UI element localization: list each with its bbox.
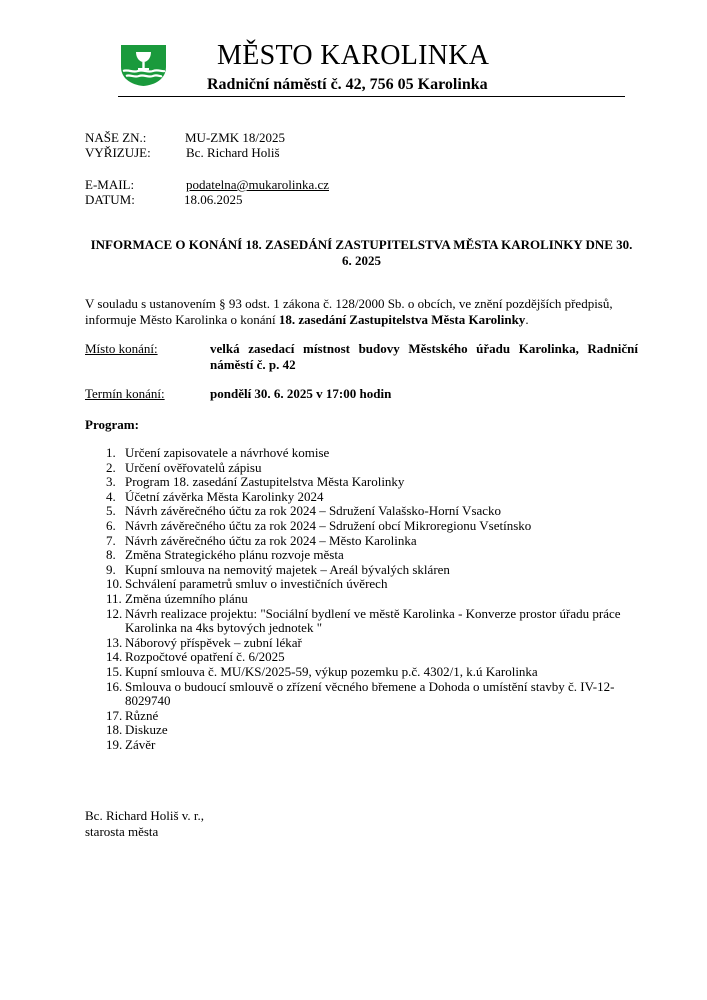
program-item-number: 7. bbox=[106, 532, 116, 548]
program-item-number: 16. bbox=[106, 678, 123, 694]
meta-value: 18.06.2025 bbox=[184, 192, 243, 207]
program-item bbox=[85, 475, 638, 490]
program-title: Program: bbox=[85, 417, 139, 432]
program-item-number: 9. bbox=[106, 561, 116, 577]
program-item bbox=[85, 504, 638, 519]
program-item-number: 15. bbox=[106, 663, 123, 679]
time-field bbox=[85, 386, 638, 402]
program-item-number: 10. bbox=[106, 576, 123, 592]
meta-value: Bc. Richard Holiš bbox=[186, 145, 280, 160]
program-list bbox=[85, 446, 638, 752]
program-item bbox=[85, 592, 638, 607]
signature-name: Bc. Richard Holiš v. r., bbox=[85, 808, 205, 823]
program-item-number: 3. bbox=[106, 474, 116, 490]
program-item-text: Účetní závěrka Města Karolinky 2024 bbox=[125, 488, 324, 504]
header-divider bbox=[118, 96, 625, 97]
program-item-text: Náborový příspěvek – zubní lékař bbox=[125, 634, 302, 650]
program-item-number: 4. bbox=[106, 488, 116, 504]
program-item-text: Návrh závěrečného účtu za rok 2024 – Město Karolinka bbox=[125, 532, 417, 548]
program-item-number: 8. bbox=[106, 547, 116, 563]
program-item bbox=[85, 650, 638, 665]
program-item-number: 12. bbox=[106, 605, 123, 621]
program-item-text: Návrh závěrečného účtu za rok 2024 – Sdružení Valašsko-Horní Vsacko bbox=[125, 503, 502, 519]
program-item-text: Různé bbox=[125, 707, 159, 723]
program-item bbox=[85, 709, 638, 724]
meta-label: VYŘIZUJE: bbox=[85, 145, 151, 160]
program-item-text: Návrh realizace projektu: "Sociální bydlení ve městě Karolinka - Konverze prostor úřadu práce Karolinka na 4ks bytových jednotek " bbox=[125, 605, 621, 636]
coat-of-arms-logo bbox=[119, 43, 168, 87]
program-item bbox=[85, 548, 638, 563]
program-item bbox=[85, 607, 638, 636]
time-value: pondělí 30. 6. 2025 v 17:00 hodin bbox=[210, 386, 392, 401]
program-item-text: Kupní smlouva na nemovitý majetek – Areál bývalých skláren bbox=[125, 561, 450, 577]
program-item-number: 19. bbox=[106, 736, 123, 752]
document-heading: INFORMACE O KONÁNÍ 18. ZASEDÁNÍ ZASTUPITELSTVA MĚSTA KAROLINKY DNE 30. 6. 2025 bbox=[90, 237, 633, 268]
meta-value: MU-ZMK 18/2025 bbox=[185, 130, 286, 145]
program-item-number: 18. bbox=[106, 722, 123, 738]
time-label: Termín konání: bbox=[85, 386, 165, 401]
intro-end: . bbox=[525, 312, 529, 327]
program-item-number: 2. bbox=[106, 459, 116, 475]
program-item-text: Smlouva o budoucí smlouvě o zřízení věcného břemene a Dohoda o umístění stavby č. IV-12-8029740 bbox=[125, 678, 615, 709]
intro-bold: 18. zasedání Zastupitelstva Města Karolinky bbox=[278, 312, 526, 327]
program-item-text: Závěr bbox=[125, 736, 156, 752]
page-title: MĚSTO KAROLINKA bbox=[217, 40, 490, 71]
program-item bbox=[85, 461, 638, 476]
program-item-text: Návrh závěrečného účtu za rok 2024 – Sdružení obcí Mikroregionu Vsetínsko bbox=[125, 517, 532, 533]
program-item bbox=[85, 738, 638, 753]
program-item-number: 13. bbox=[106, 634, 123, 650]
program-item bbox=[85, 446, 638, 461]
place-label: Místo konání: bbox=[85, 341, 158, 356]
intro-paragraph bbox=[85, 296, 638, 328]
program-item bbox=[85, 563, 638, 578]
program-item-number: 11. bbox=[106, 590, 122, 606]
program-item-number: 1. bbox=[106, 445, 116, 460]
email-link[interactable]: podatelna@mukarolinka.cz bbox=[186, 177, 329, 192]
place-field bbox=[85, 341, 638, 375]
program-item-text: Změna Strategického plánu rozvoje města bbox=[125, 547, 344, 563]
program-item-text: Program 18. zasedání Zastupitelstva Města Karolinky bbox=[125, 474, 405, 490]
meta-label: NAŠE ZN.: bbox=[85, 130, 147, 145]
program-item bbox=[85, 490, 638, 505]
program-item-text: Schválení parametrů smluv o investičních úvěrech bbox=[125, 576, 388, 592]
program-item-text: Změna územního plánu bbox=[125, 590, 248, 606]
meta-label: E-MAIL: bbox=[85, 177, 135, 192]
program-item bbox=[85, 534, 638, 549]
program-item-number: 5. bbox=[106, 503, 116, 519]
meta-label: DATUM: bbox=[85, 192, 135, 207]
program-item-text: Diskuze bbox=[125, 722, 168, 738]
program-item-text: Kupní smlouva č. MU/KS/2025-59, výkup pozemku p.č. 4302/1, k.ú Karolinka bbox=[125, 663, 538, 679]
program-item-text: Určení zapisovatele a návrhové komise bbox=[125, 445, 330, 460]
program-item bbox=[85, 723, 638, 738]
program-item bbox=[85, 680, 638, 709]
program-item bbox=[85, 636, 638, 651]
program-item-number: 6. bbox=[106, 517, 116, 533]
program-item bbox=[85, 577, 638, 592]
place-value: velká zasedací místnost budovy Městského úřadu Karolinka, Radniční náměstí č. p. 42 bbox=[210, 341, 638, 372]
program-item-text: Rozpočtové opatření č. 6/2025 bbox=[125, 649, 285, 665]
program-item bbox=[85, 519, 638, 534]
signature-role: starosta města bbox=[85, 824, 159, 839]
program-item bbox=[85, 665, 638, 680]
signature-block bbox=[85, 808, 204, 840]
program-item-text: Určení ověřovatelů zápisu bbox=[125, 459, 262, 475]
intro-text: V souladu s ustanovením § 93 odst. 1 zákona č. 128/2000 Sb. o obcích, ve znění pozdějších předpisů, informuje Město Karolinka o konání bbox=[85, 296, 613, 327]
program-item-number: 17. bbox=[106, 707, 123, 723]
header-address: Radniční náměstí č. 42, 756 05 Karolinka bbox=[207, 76, 488, 93]
program-item-number: 14. bbox=[106, 649, 123, 665]
